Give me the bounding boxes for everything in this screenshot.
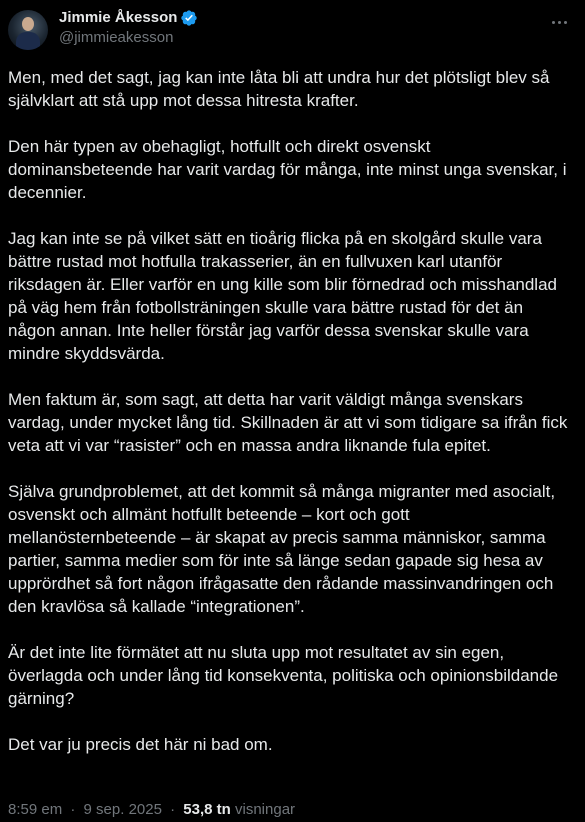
- tweet-text: [8, 66, 574, 779]
- avatar-body: [16, 32, 40, 50]
- verified-badge-icon: [180, 9, 198, 27]
- tweet-paragraph: Den här typen av obehagligt, hotfullt och direkt osvenskt dominansbeteende har varit vardag för många, inte minst unga svenskar, i decennier.: [8, 137, 567, 202]
- tweet-header: [8, 8, 577, 52]
- tweet-paragraph: Men, med det sagt, jag kan inte låta bli att undra hur det plötsligt blev så självklart att stå upp mot dessa hitresta krafter.: [8, 68, 550, 110]
- tweet-date[interactable]: 9 sep. 2025: [83, 801, 162, 818]
- views-count[interactable]: 53,8 tn: [183, 801, 231, 818]
- tweet-paragraph: Men faktum är, som sagt, att detta har varit väldigt många svenskars vardag, under mycket lång tid. Skillnaden är att vi som tidigare sa ifrån fick veta att vi var “rasister” och en massa andra liknande fula epitet.: [8, 390, 568, 455]
- tweet-paragraph: Jag kan inte se på vilket sätt en tioårig flicka på en skolgård skulle vara bättre rustad mot hotfulla trakasserier, än en fullvuxen karl utanför riksdagen är. Eller varför en ung kille som blir förnedrad och misshandlad på väg hem från fotbollsträningen skulle vara bättre rustad för det än någon annan. Inte heller förstår jag varför dessa svenskar skulle vara mindre skyddsvärda.: [8, 229, 557, 363]
- display-name[interactable]: Jimmie Åkesson: [59, 9, 178, 26]
- tweet-meta: [8, 800, 295, 820]
- name-row: [59, 8, 198, 28]
- tweet-paragraph: Det var ju precis det här ni bad om.: [8, 735, 273, 754]
- tweet-paragraph: Är det inte lite förmätet att nu sluta upp mot resultatet av sin egen, överlagda och under lång tid konsekventa, politiska och opinionsbildande gärning?: [8, 643, 559, 708]
- meta-separator: ·: [170, 801, 176, 818]
- more-horizontal-icon: [552, 21, 567, 24]
- author-names: [59, 8, 198, 48]
- tweet-paragraph: Själva grundproblemet, att det kommit så många migranter med asocialt, osvenskt och allmänt hotfullt beteende – kort och gott mellanösternbeteende – är skapat av precis samma människor, samma partier, samma medier som för inte så länge sedan gapade sig hesa av upprördhet så fort någon ifrågasatte den rådande massinvandringen och den kravlösa så kallade “integrationen”.: [8, 482, 556, 616]
- meta-separator: ·: [70, 801, 76, 818]
- handle[interactable]: @jimmieakesson: [59, 29, 174, 46]
- avatar-head: [22, 17, 34, 31]
- tweet-time[interactable]: 8:59 em: [8, 801, 63, 818]
- views-label: visningar: [235, 801, 296, 818]
- avatar[interactable]: [8, 10, 48, 50]
- more-button[interactable]: [545, 8, 573, 36]
